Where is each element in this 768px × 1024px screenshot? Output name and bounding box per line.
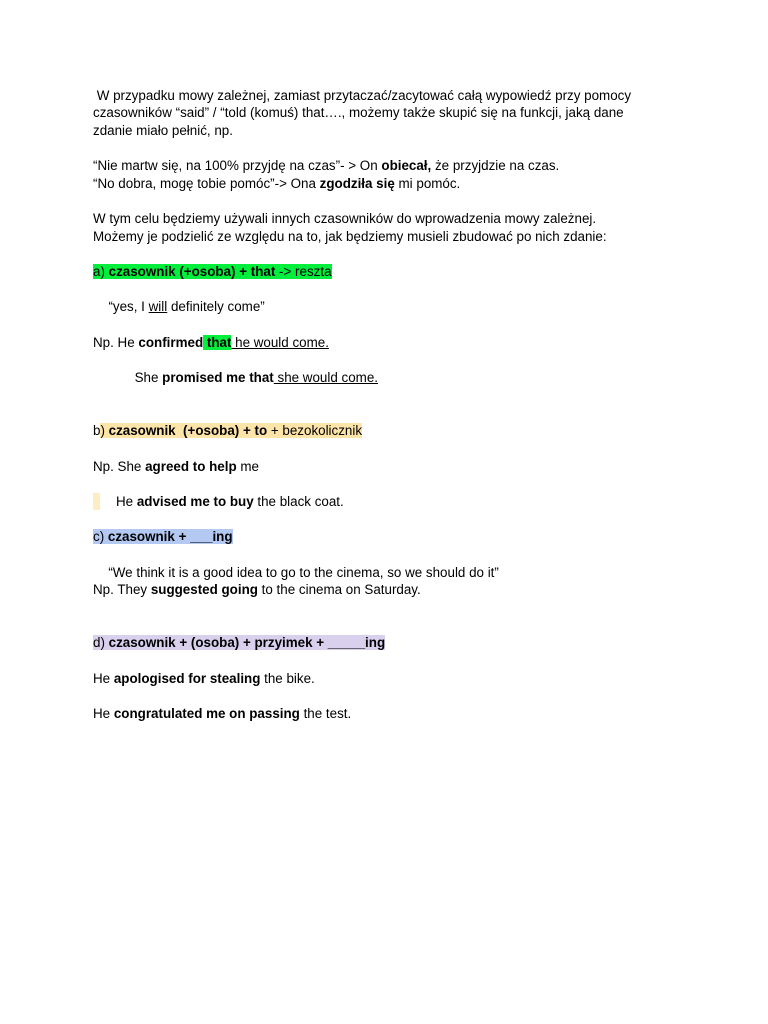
intro-line-2: czasowników “said” / “told (komuś) that…., możemy także skupić się na funkcji, jaką dane [93,105,624,120]
section-c-heading: c) czasownik + ___ing [93,529,233,544]
section-c-quote: “We think it is a good idea to go to the cinema, so we should do it” [86,565,499,580]
intro-line-1: W przypadku mowy zależnej, zamiast przytaczać/zacytować całą wypowiedź przy pomocy [93,88,632,103]
section-b-example-2: He advised me to buy the black coat. [116,494,344,509]
purpose-line-2: Możemy je podzielić ze względu na to, jak będziemy musieli zbudować po nich zdanie: [93,229,607,244]
section-a-heading: a) czasownik (+osoba) + that -> reszta [93,264,332,279]
section-a-example-2: She promised me that she would come. [116,370,378,385]
example-agree: “No dobra, mogę tobie pomóc”-> Ona zgodziła się mi pomóc. [93,176,461,191]
section-d-example-2: He congratulated me on passing the test. [93,706,352,721]
section-c-example: Np. They suggested going to the cinema on Saturday. [93,582,421,597]
intro-line-3: zdanie miało pełnić, np. [93,123,233,138]
example-promise: “Nie martw się, na 100% przyjdę na czas”- > On obiecał, że przyjdzie na czas. [93,158,560,173]
section-b-example-1: Np. She agreed to help me [93,459,259,474]
section-d-example-1: He apologised for stealing the bike. [93,671,315,686]
section-b-heading: b) czasownik (+osoba) + to + bezokolicznik [93,423,363,438]
highlight-marker [93,493,100,510]
section-a-example-1: Np. He confirmed that he would come. [93,335,329,350]
section-d-heading: d) czasownik + (osoba) + przyimek + _____ing [93,635,386,650]
purpose-line-1: W tym celu będziemy używali innych czasowników do wprowadzenia mowy zależnej. [93,211,597,226]
section-a-quote: “yes, I will definitely come” [101,299,265,314]
